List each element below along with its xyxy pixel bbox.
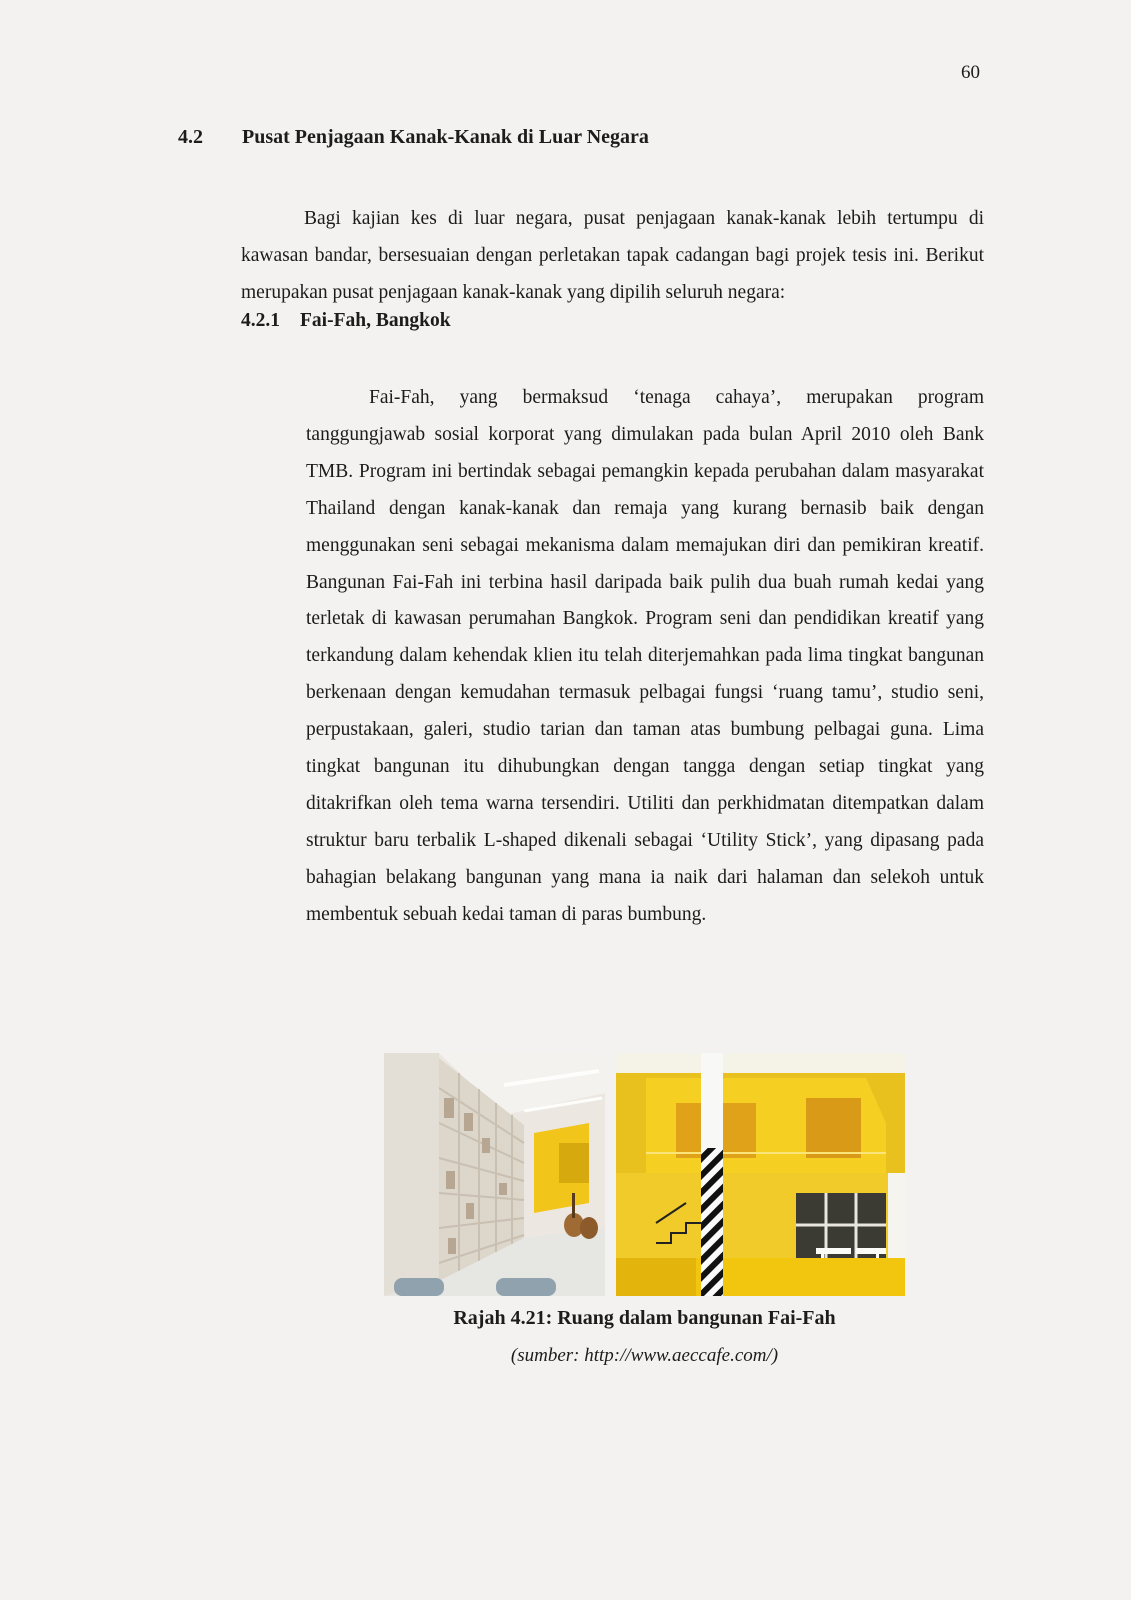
library-photo-drawing [384, 1053, 605, 1296]
subsection-number: 4.2.1 [241, 310, 280, 331]
page-number: 60 [961, 62, 980, 83]
body-text: Fai-Fah, yang bermaksud ‘tenaga cahaya’, merupakan program tanggungjawab sosial korporat yang dimulakan pada bulan April 2010 oleh Bank TMB. Program ini bertindak sebagai pemangkin kepada perubahan dalam masyarakat Thailand dengan kanak-kanak dan remaja yang kurang bernasib baik dengan menggunakan seni sebagai mekanisma dalam memajukan diri dan pemikiran kreatif. Bangunan Fai-Fah ini terbina hasil daripada baik pulih dua buah rumah kedai yang terletak di kawasan perumahan Bangkok. Program seni dan pendidikan kreatif yang terkandung dalam kehendak klien itu telah diterjemahkan pada lima tingkat bangunan berkenaan dengan kemudahan termasuk pelbagai fungsi ‘ruang tamu’, studio seni, perpustakaan, galeri, studio tarian dan taman atas bumbung pelbagai guna. Lima tingkat bangunan itu dihubungkan dengan tangga dengan setiap tingkat yang ditakrifkan oleh tema warna tersendiri. Utiliti dan perkhidmatan ditempatkan dalam struktur baru terbalik L-shaped dikenali sebagai ‘Utility Stick’, yang dipasang pada bahagian belakang bangunan yang mana ia naik dari halaman dan selekoh untuk membentuk sebuah kedai taman di paras bumbung. [306, 387, 984, 925]
subsection-title: Fai-Fah, Bangkok [300, 310, 451, 331]
body-paragraph [306, 380, 984, 934]
yellow-hall-photo-drawing [616, 1053, 905, 1296]
subsection-heading [241, 310, 451, 332]
figure-source: (sumber: http://www.aeccafe.com/) [510, 1345, 779, 1366]
intro-paragraph [241, 200, 984, 311]
figure [384, 1053, 905, 1296]
library-photo [384, 1053, 605, 1296]
figure-caption: Rajah 4.21: Ruang dalam bangunan Fai-Fah [453, 1307, 836, 1329]
section-title: Pusat Penjagaan Kanak-Kanak di Luar Negara [242, 126, 649, 148]
intro-text: Bagi kajian kes di luar negara, pusat penjagaan kanak-kanak lebih tertumpu di kawasan bandar, bersesuaian dengan perletakan tapak cadangan bagi projek tesis ini. Berikut merupakan pusat penjagaan kanak-kanak yang dipilih seluruh negara: [241, 208, 984, 303]
yellow-hall-photo [616, 1053, 905, 1296]
section-number: 4.2 [178, 126, 203, 148]
